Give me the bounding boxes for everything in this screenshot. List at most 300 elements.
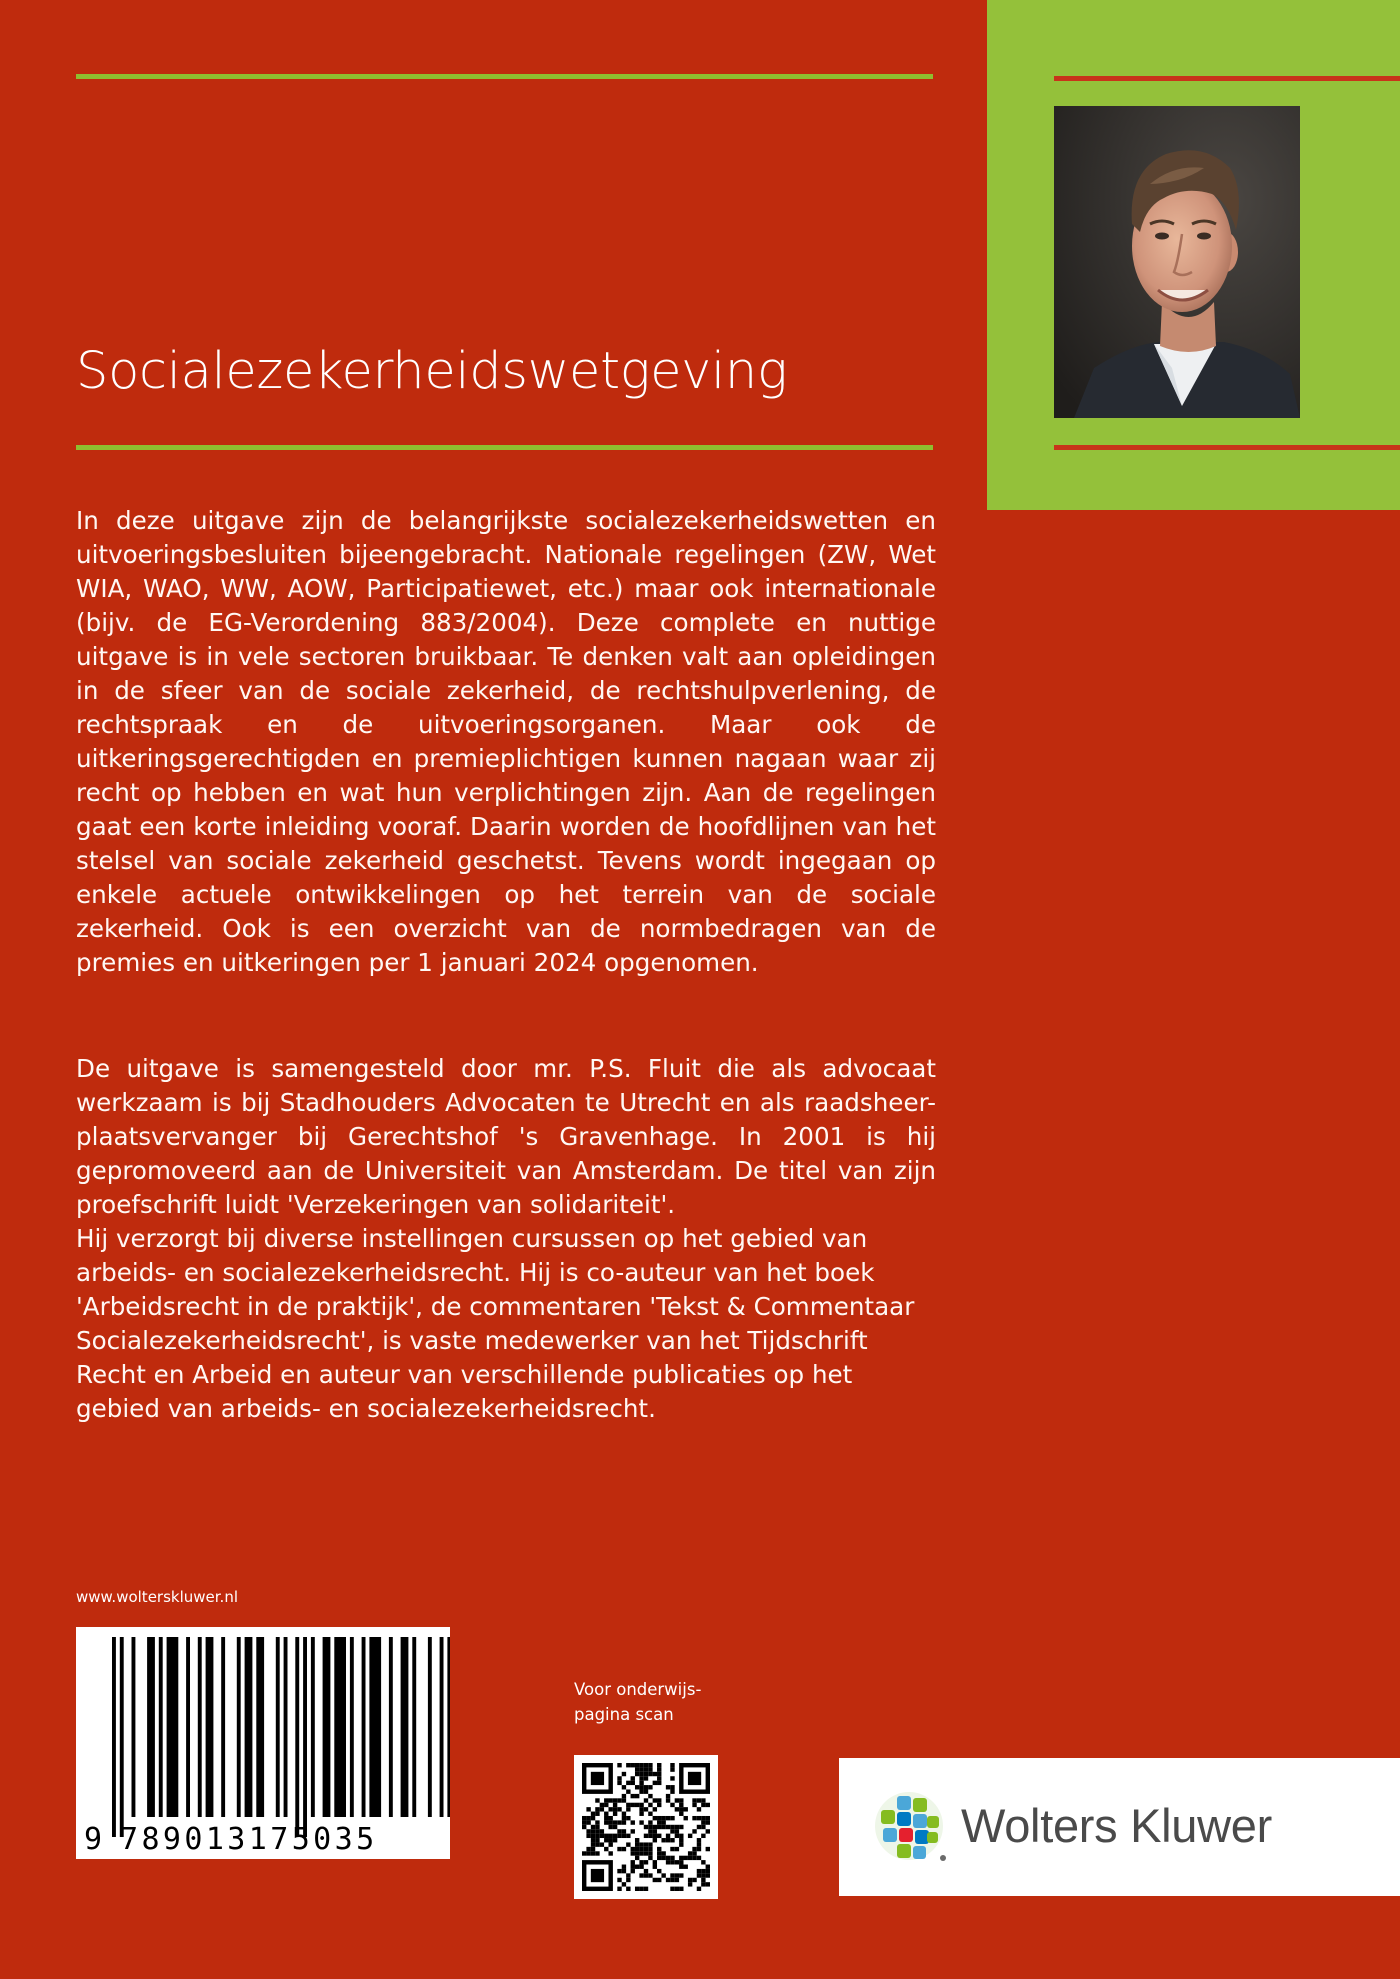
qr-module — [670, 1803, 674, 1807]
qr-module — [661, 1820, 665, 1824]
barcode-bar — [303, 1637, 307, 1837]
top-divider — [76, 74, 933, 79]
qr-module — [644, 1772, 648, 1776]
author-photo — [1054, 106, 1300, 418]
barcode-bar — [412, 1637, 416, 1817]
qr-module — [604, 1820, 608, 1824]
qr-module — [617, 1847, 621, 1851]
qr-module — [604, 1798, 608, 1802]
qr-module — [586, 1829, 590, 1833]
qr-module — [697, 1838, 701, 1842]
qr-module — [608, 1798, 612, 1802]
qr-module — [604, 1838, 608, 1842]
qr-module — [653, 1834, 657, 1838]
qr-module — [675, 1807, 679, 1811]
qr-module — [697, 1887, 701, 1891]
author-bio-paragraph: De uitgave is samengesteld door mr. P.S. Fluit die als advocaat werkzaam is bij Stadhouders Advocaten te Utrecht en als raadsheer-plaatsvervanger bij Gerechtshof 's Gravenhage. In 2001 is hij gepromoveerd aan de Universiteit van Amsterdam. De titel van zijn proefschrift luidt 'Verzekeringen van solidariteit'. — [76, 1054, 936, 1219]
qr-module — [639, 1776, 643, 1780]
qr-module — [648, 1825, 652, 1829]
qr-module — [679, 1873, 683, 1877]
qr-module — [595, 1842, 599, 1846]
qr-module — [639, 1820, 643, 1824]
qr-module — [657, 1767, 661, 1771]
qr-module — [657, 1803, 661, 1807]
qr-module — [666, 1878, 670, 1882]
qr-module — [617, 1781, 621, 1785]
qr-module — [582, 1851, 586, 1855]
qr-module — [670, 1763, 674, 1767]
qr-module — [631, 1794, 635, 1798]
author-activities-paragraph: Hij verzorgt bij diverse instellingen cursussen op het gebied van arbeids- en socialezekerheidsrecht. Hij is co-auteur van het boek 'Arbeidsrecht in de praktijk', de commentaren 'Tekst & Commentaar Socialezekerheidsrecht', is vaste medewerker van het Tijdschrift Recht en Arbeid en auteur van verschillende publicaties op het gebied van arbeids- en socialezekerheidsrecht. — [76, 1224, 915, 1423]
publisher-name: Wolters Kluwer — [961, 1799, 1272, 1852]
qr-module — [657, 1816, 661, 1820]
qr-module — [622, 1834, 626, 1838]
barcode-bar — [120, 1637, 124, 1837]
qr-module — [653, 1865, 657, 1869]
barcode-bar — [447, 1637, 450, 1817]
qr-module — [604, 1816, 608, 1820]
qr-module — [591, 1829, 595, 1833]
qr-module — [688, 1856, 692, 1860]
qr-module — [644, 1789, 648, 1793]
qr-module — [639, 1803, 643, 1807]
description-paragraph: In deze uitgave zijn de belangrijkste socialezekerheidswetten en uitvoeringsbesluiten bijeengebracht. Nationale regelingen (ZW, Wet WIA, WAO, WW, AOW, Participatiewet, etc.) maar ook internationale (bijv. de EG-Verordening 883/2004). Deze complete en nuttige uitgave is in vele sectoren bruikbaar. Te denken valt aan opleidingen in de sfeer van de sociale zekerheid, de rechtshulpverlening, de rechtspraak en de uitvoeringsorganen. Maar ook de uitkeringsgerechtigden en premieplichtigen kunnen nagaan waar zij recht op hebben en wat hun verplichtingen zijn. Aan de regelingen gaat een korte inleiding vooraf. Daarin worden de hoofdlijnen van het stelsel van sociale zekerheid geschetst. Tevens wordt ingegaan op enkele actuele ontwikkelingen op het terrein van de sociale zekerheid. Ook is een overzicht van de normbedragen van de premies en uitkeringen per 1 januari 2024 opgenomen. — [76, 506, 936, 977]
qr-module — [644, 1847, 648, 1851]
qr-module — [626, 1803, 630, 1807]
qr-module — [679, 1812, 683, 1816]
qr-module — [670, 1825, 674, 1829]
qr-module — [661, 1816, 665, 1820]
qr-module — [653, 1829, 657, 1833]
qr-module — [701, 1869, 705, 1873]
barcode-bar — [295, 1637, 299, 1837]
qr-module — [701, 1882, 705, 1886]
qr-module — [692, 1847, 696, 1851]
qr-module — [697, 1873, 701, 1877]
qr-module — [697, 1847, 701, 1851]
qr-module — [631, 1776, 635, 1780]
qr-module — [675, 1873, 679, 1877]
qr-finder-pattern — [688, 1772, 701, 1785]
qr-module — [661, 1825, 665, 1829]
qr-module — [684, 1807, 688, 1811]
qr-module — [653, 1825, 657, 1829]
qr-code-icon — [574, 1755, 718, 1899]
qr-module — [692, 1878, 696, 1882]
qr-module — [648, 1847, 652, 1851]
photo-bottom-divider — [1054, 445, 1400, 450]
qr-module — [648, 1785, 652, 1789]
qr-module — [670, 1829, 674, 1833]
qr-module — [701, 1860, 705, 1864]
qr-module — [608, 1851, 612, 1855]
qr-module — [595, 1838, 599, 1842]
qr-module — [626, 1781, 630, 1785]
qr-module — [600, 1834, 604, 1838]
qr-module — [604, 1834, 608, 1838]
barcode-bar — [362, 1637, 366, 1817]
qr-finder-pattern — [591, 1869, 604, 1882]
qr-module — [697, 1798, 701, 1802]
qr-module — [679, 1798, 683, 1802]
qr-module — [657, 1851, 661, 1855]
qr-module — [644, 1825, 648, 1829]
qr-module — [697, 1856, 701, 1860]
qr-module — [595, 1834, 599, 1838]
qr-module — [675, 1860, 679, 1864]
barcode-bar — [323, 1637, 331, 1817]
qr-module — [657, 1856, 661, 1860]
qr-module — [639, 1873, 643, 1877]
qr-module — [631, 1851, 635, 1855]
qr-module — [582, 1816, 586, 1820]
qr-module — [622, 1865, 626, 1869]
qr-module — [617, 1878, 621, 1882]
qr-module — [617, 1776, 621, 1780]
barcode-bar — [186, 1637, 190, 1817]
qr-module — [608, 1816, 612, 1820]
qr-module — [622, 1847, 626, 1851]
qr-module — [635, 1767, 639, 1771]
qr-module — [666, 1785, 670, 1789]
qr-module — [626, 1807, 630, 1811]
qr-module — [670, 1816, 674, 1820]
qr-module — [635, 1847, 639, 1851]
qr-module — [617, 1807, 621, 1811]
qr-module — [657, 1781, 661, 1785]
qr-module — [666, 1834, 670, 1838]
qr-module — [586, 1816, 590, 1820]
qr-module — [635, 1842, 639, 1846]
qr-module — [675, 1798, 679, 1802]
qr-module — [666, 1856, 670, 1860]
qr-module — [626, 1834, 630, 1838]
qr-module — [635, 1838, 639, 1842]
qr-module — [631, 1829, 635, 1833]
qr-module — [701, 1873, 705, 1877]
qr-module — [617, 1869, 621, 1873]
qr-module — [604, 1803, 608, 1807]
qr-module — [622, 1820, 626, 1824]
qr-module — [617, 1887, 621, 1891]
qr-module — [582, 1820, 586, 1824]
qr-module — [701, 1878, 705, 1882]
qr-module — [675, 1878, 679, 1882]
qr-module — [631, 1803, 635, 1807]
qr-module — [639, 1789, 643, 1793]
isbn-number — [76, 1822, 450, 1857]
qr-module — [635, 1763, 639, 1767]
qr-module — [675, 1887, 679, 1891]
qr-module — [613, 1812, 617, 1816]
qr-module — [706, 1865, 710, 1869]
qr-module — [697, 1842, 701, 1846]
qr-module — [595, 1798, 599, 1802]
qr-module — [591, 1847, 595, 1851]
qr-module — [631, 1820, 635, 1824]
qr-module — [586, 1834, 590, 1838]
publisher-website[interactable]: www.wolterskluwer.nl — [76, 1588, 238, 1606]
barcode-bar — [147, 1637, 155, 1817]
qr-module — [626, 1873, 630, 1877]
qr-module — [595, 1825, 599, 1829]
qr-module — [586, 1807, 590, 1811]
qr-module — [626, 1763, 630, 1767]
qr-module — [648, 1812, 652, 1816]
qr-module — [639, 1763, 643, 1767]
qr-module — [697, 1869, 701, 1873]
qr-module — [595, 1812, 599, 1816]
qr-module — [688, 1834, 692, 1838]
qr-module — [639, 1781, 643, 1785]
qr-module — [675, 1825, 679, 1829]
qr-module — [657, 1798, 661, 1802]
qr-module — [635, 1887, 639, 1891]
qr-finder-pattern — [591, 1772, 604, 1785]
qr-module — [608, 1842, 612, 1846]
qr-module — [600, 1829, 604, 1833]
qr-module — [648, 1842, 652, 1846]
qr-module — [617, 1820, 621, 1824]
qr-module — [644, 1873, 648, 1877]
barcode-bar — [256, 1637, 264, 1817]
qr-code[interactable] — [574, 1755, 718, 1899]
qr-module — [679, 1842, 683, 1846]
qr-module — [688, 1882, 692, 1886]
qr-module — [622, 1829, 626, 1833]
qr-module — [657, 1776, 661, 1780]
qr-module — [648, 1772, 652, 1776]
qr-module — [679, 1887, 683, 1891]
qr-module — [692, 1856, 696, 1860]
qr-module — [591, 1838, 595, 1842]
qr-module — [626, 1789, 630, 1793]
barcode-bar — [428, 1637, 432, 1817]
qr-module — [635, 1865, 639, 1869]
barcode-bar — [198, 1637, 202, 1817]
qr-module — [604, 1847, 608, 1851]
qr-module — [701, 1816, 705, 1820]
qr-module — [639, 1865, 643, 1869]
qr-module — [657, 1834, 661, 1838]
qr-module — [600, 1803, 604, 1807]
qr-module — [684, 1816, 688, 1820]
qr-module — [644, 1776, 648, 1780]
qr-module — [679, 1865, 683, 1869]
qr-module — [595, 1829, 599, 1833]
qr-module — [706, 1829, 710, 1833]
qr-module — [657, 1772, 661, 1776]
qr-module — [635, 1803, 639, 1807]
qr-module — [613, 1807, 617, 1811]
qr-module — [679, 1825, 683, 1829]
qr-module — [692, 1803, 696, 1807]
qr-module — [622, 1772, 626, 1776]
qr-module — [675, 1847, 679, 1851]
qr-module — [635, 1772, 639, 1776]
qr-module — [639, 1851, 643, 1855]
qr-module — [631, 1847, 635, 1851]
qr-module — [706, 1882, 710, 1886]
qr-module — [608, 1807, 612, 1811]
qr-module — [644, 1851, 648, 1855]
qr-module — [644, 1842, 648, 1846]
qr-module — [670, 1838, 674, 1842]
qr-module — [697, 1807, 701, 1811]
qr-module — [706, 1869, 710, 1873]
isbn-barcode — [76, 1627, 450, 1859]
qr-module — [631, 1763, 635, 1767]
qr-module — [639, 1767, 643, 1771]
qr-module — [666, 1816, 670, 1820]
qr-module — [617, 1763, 621, 1767]
qr-module — [653, 1860, 657, 1864]
qr-module — [701, 1803, 705, 1807]
qr-module — [595, 1851, 599, 1855]
qr-module — [600, 1842, 604, 1846]
qr-module — [586, 1851, 590, 1855]
qr-module — [648, 1803, 652, 1807]
qr-module — [644, 1798, 648, 1802]
qr-module — [613, 1798, 617, 1802]
qr-module — [670, 1856, 674, 1860]
isbn-lead-digit: 9 — [84, 1822, 103, 1857]
qr-module — [657, 1878, 661, 1882]
qr-module — [648, 1820, 652, 1824]
qr-module — [622, 1882, 626, 1886]
qr-module — [635, 1851, 639, 1855]
qr-module — [617, 1834, 621, 1838]
qr-module — [622, 1816, 626, 1820]
qr-module — [613, 1825, 617, 1829]
qr-module — [648, 1856, 652, 1860]
qr-module — [639, 1807, 643, 1811]
qr-module — [701, 1798, 705, 1802]
qr-module — [644, 1869, 648, 1873]
barcode-bar — [206, 1637, 214, 1817]
qr-module — [670, 1847, 674, 1851]
qr-module — [591, 1825, 595, 1829]
publisher-logo-box — [839, 1758, 1400, 1896]
barcode-bar — [159, 1637, 163, 1817]
qr-module — [613, 1838, 617, 1842]
qr-module — [666, 1825, 670, 1829]
qr-module — [591, 1816, 595, 1820]
qr-module — [617, 1798, 621, 1802]
qr-module — [670, 1873, 674, 1877]
qr-module — [701, 1820, 705, 1824]
qr-module — [595, 1820, 599, 1824]
qr-module — [684, 1865, 688, 1869]
qr-module — [653, 1878, 657, 1882]
qr-module — [631, 1869, 635, 1873]
qr-module — [670, 1785, 674, 1789]
qr-module — [631, 1781, 635, 1785]
qr-module — [639, 1847, 643, 1851]
qr-module — [661, 1873, 665, 1877]
barcode-bar — [350, 1637, 354, 1817]
qr-module — [635, 1856, 639, 1860]
qr-module — [670, 1776, 674, 1780]
qr-module — [639, 1812, 643, 1816]
qr-module — [639, 1887, 643, 1891]
barcode-bar — [334, 1637, 346, 1817]
qr-module — [670, 1887, 674, 1891]
qr-module — [644, 1785, 648, 1789]
qr-module — [653, 1807, 657, 1811]
qr-caption — [574, 1677, 734, 1727]
qr-module — [670, 1878, 674, 1882]
barcode-bar — [401, 1637, 409, 1817]
qr-module — [692, 1798, 696, 1802]
qr-module — [653, 1816, 657, 1820]
qr-module — [670, 1767, 674, 1771]
qr-module — [666, 1860, 670, 1864]
qr-module — [608, 1838, 612, 1842]
qr-module — [613, 1820, 617, 1824]
qr-module — [657, 1825, 661, 1829]
qr-module — [670, 1860, 674, 1864]
qr-module — [600, 1807, 604, 1811]
qr-module — [679, 1803, 683, 1807]
barcode-bar — [132, 1637, 136, 1817]
qr-module — [648, 1851, 652, 1855]
qr-module — [661, 1838, 665, 1842]
qr-module — [706, 1820, 710, 1824]
qr-module — [626, 1887, 630, 1891]
wolters-kluwer-logo-icon — [871, 1788, 951, 1868]
qr-module — [595, 1807, 599, 1811]
qr-module — [661, 1856, 665, 1860]
barcode-bar — [245, 1637, 253, 1817]
qr-module — [622, 1794, 626, 1798]
title-divider — [76, 445, 933, 450]
qr-module — [679, 1834, 683, 1838]
qr-module — [679, 1856, 683, 1860]
qr-module — [666, 1798, 670, 1802]
qr-module — [644, 1807, 648, 1811]
barcode-bar — [440, 1637, 444, 1817]
qr-module — [675, 1829, 679, 1833]
qr-module — [626, 1878, 630, 1882]
qr-module — [648, 1763, 652, 1767]
qr-module — [617, 1829, 621, 1833]
qr-module — [613, 1834, 617, 1838]
qr-module — [631, 1865, 635, 1869]
qr-module — [591, 1842, 595, 1846]
qr-module — [670, 1789, 674, 1793]
qr-module — [586, 1820, 590, 1824]
barcode-bar — [276, 1637, 280, 1817]
qr-module — [706, 1847, 710, 1851]
barcode-bar — [237, 1637, 241, 1817]
qr-module — [608, 1820, 612, 1824]
qr-module — [679, 1838, 683, 1842]
qr-module — [622, 1812, 626, 1816]
barcode-bar — [167, 1637, 179, 1817]
qr-module — [679, 1860, 683, 1864]
qr-module — [648, 1834, 652, 1838]
qr-module — [639, 1860, 643, 1864]
qr-module — [604, 1812, 608, 1816]
qr-module — [639, 1772, 643, 1776]
qr-module — [644, 1834, 648, 1838]
qr-module — [661, 1851, 665, 1855]
qr-caption-line-2: pagina scan — [574, 1705, 674, 1724]
qr-module — [657, 1869, 661, 1873]
barcode-bar — [369, 1637, 381, 1817]
qr-module — [648, 1873, 652, 1877]
